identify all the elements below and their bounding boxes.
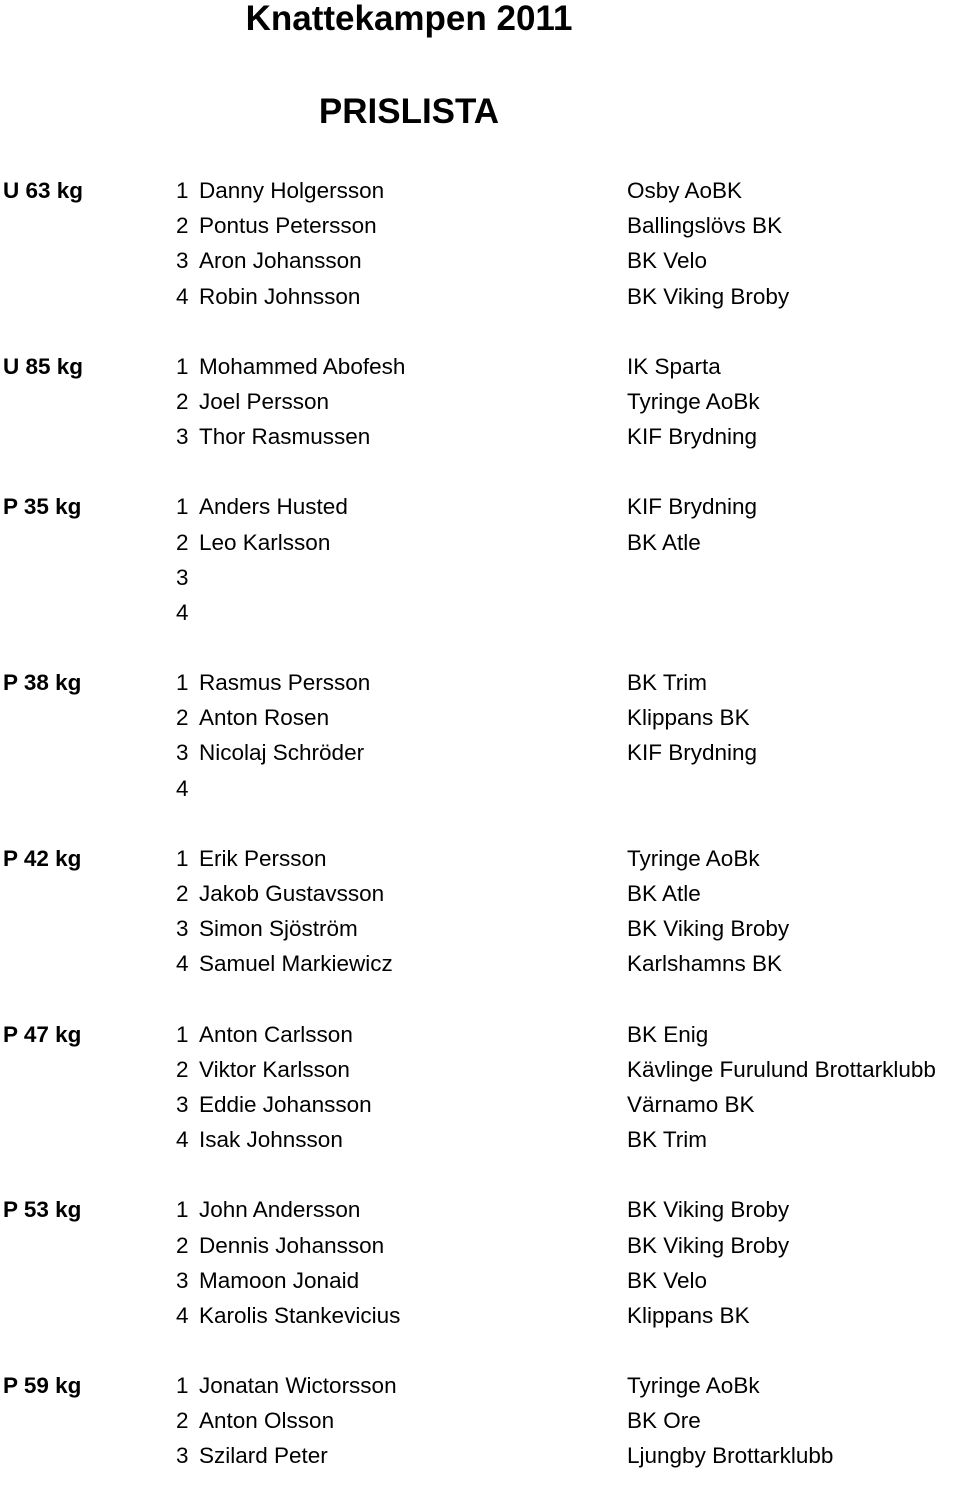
place-number: 4 <box>176 1302 189 1328</box>
wrestler-name: Mamoon Jonaid <box>199 1267 360 1293</box>
result-row <box>0 665 960 700</box>
place-number: 4 <box>176 775 189 801</box>
club-name: Tyringe AoBk <box>627 388 760 414</box>
category-label: U 85 kg <box>3 353 84 379</box>
result-row <box>0 735 960 770</box>
place-number: 2 <box>176 1408 189 1434</box>
wrestler-name: Karolis Stankevicius <box>199 1302 401 1328</box>
result-row <box>0 1368 960 1403</box>
place-number: 3 <box>176 248 189 274</box>
result-row <box>0 1263 960 1298</box>
place-number: 1 <box>176 1373 189 1399</box>
club-name: BK Viking Broby <box>627 916 790 942</box>
category-label: P 53 kg <box>3 1197 82 1223</box>
result-row <box>0 419 960 454</box>
place-number: 2 <box>176 529 189 555</box>
wrestler-name: Thor Rasmussen <box>199 424 371 450</box>
result-row <box>0 279 960 314</box>
result-row <box>0 876 960 911</box>
club-name: BK Trim <box>627 670 708 696</box>
category-label: U 63 kg <box>3 178 84 203</box>
result-row <box>0 1017 960 1052</box>
wrestler-name: Dennis Johansson <box>199 1232 385 1258</box>
page-title: Knattekampen 2011 <box>245 0 573 38</box>
place-number: 3 <box>176 740 189 766</box>
wrestler-name: Erik Persson <box>199 845 327 871</box>
weight-category <box>0 665 960 806</box>
wrestler-name: Simon Sjöström <box>199 916 358 942</box>
wrestler-name: Anders Husted <box>199 494 348 520</box>
weight-category <box>0 1017 960 1158</box>
wrestler-name: Aron Johansson <box>199 248 362 274</box>
weight-category <box>0 841 960 982</box>
club-name: KIF Brydning <box>627 494 758 520</box>
result-row <box>0 1438 960 1473</box>
place-number: 1 <box>176 845 189 871</box>
place-number: 1 <box>176 1021 189 1047</box>
club-name: KIF Brydning <box>627 740 758 766</box>
result-row <box>0 1228 960 1263</box>
wrestler-name: Joel Persson <box>199 388 330 414</box>
place-number: 3 <box>176 1443 189 1469</box>
wrestler-name: Leo Karlsson <box>199 529 331 555</box>
weight-category <box>0 349 960 455</box>
result-row <box>0 771 960 806</box>
result-row <box>0 946 960 981</box>
wrestler-name: Szilard Peter <box>199 1443 328 1469</box>
club-name: Tyringe AoBk <box>627 1373 760 1399</box>
club-name: BK Atle <box>627 529 701 555</box>
club-name: BK Velo <box>627 248 708 274</box>
club-name: Ballingslövs BK <box>627 213 783 239</box>
place-number: 2 <box>176 1232 189 1258</box>
result-row <box>0 1052 960 1087</box>
place-number: 4 <box>176 599 189 625</box>
place-number: 3 <box>176 1267 189 1293</box>
weight-category <box>0 489 960 630</box>
result-row <box>0 911 960 946</box>
club-name: BK Enig <box>627 1021 709 1047</box>
weight-category <box>0 1192 960 1333</box>
wrestler-name: Jonatan Wictorsson <box>199 1373 397 1399</box>
club-name: BK Ore <box>627 1408 701 1434</box>
club-name: BK Viking Broby <box>627 283 790 309</box>
club-name: BK Velo <box>627 1267 708 1293</box>
results-list <box>0 173 960 1509</box>
wrestler-name: Anton Olsson <box>199 1408 335 1434</box>
club-name: BK Trim <box>627 1127 708 1153</box>
result-row <box>0 489 960 524</box>
weight-category <box>0 173 960 314</box>
weight-category <box>0 1368 960 1474</box>
page-subtitle: PRISLISTA <box>318 92 500 131</box>
result-row <box>0 1403 960 1438</box>
wrestler-name: Nicolaj Schröder <box>199 740 365 766</box>
place-number: 1 <box>176 178 189 203</box>
result-row <box>0 208 960 243</box>
place-number: 3 <box>176 1091 189 1117</box>
wrestler-name: Pontus Petersson <box>199 213 377 239</box>
wrestler-name: Eddie Johansson <box>199 1091 372 1117</box>
place-number: 1 <box>176 353 189 379</box>
category-label: P 59 kg <box>3 1373 82 1399</box>
place-number: 3 <box>176 424 189 450</box>
wrestler-name: John Andersson <box>199 1197 361 1223</box>
club-name: Värnamo BK <box>627 1091 755 1117</box>
place-number: 2 <box>176 213 189 239</box>
category-label: P 47 kg <box>3 1021 82 1047</box>
category-label: P 42 kg <box>3 845 82 871</box>
place-number: 1 <box>176 670 189 696</box>
club-name: Karlshamns BK <box>627 951 783 977</box>
result-row <box>0 1087 960 1122</box>
place-number: 2 <box>176 881 189 906</box>
result-row <box>0 1298 960 1333</box>
club-name: Tyringe AoBk <box>627 845 760 871</box>
place-number: 2 <box>176 1056 189 1082</box>
club-name: Klippans BK <box>627 705 750 731</box>
wrestler-name: Rasmus Persson <box>199 670 371 696</box>
place-number: 4 <box>176 951 189 977</box>
wrestler-name: Isak Johnsson <box>199 1127 343 1153</box>
place-number: 3 <box>176 916 189 942</box>
wrestler-name: Mohammed Abofesh <box>199 353 406 379</box>
result-row <box>0 525 960 560</box>
club-name: Kävlinge Furulund Brottarklubb <box>627 1056 936 1082</box>
result-row <box>0 595 960 630</box>
club-name: IK Sparta <box>627 353 721 379</box>
club-name: KIF Brydning <box>627 424 758 450</box>
wrestler-name: Anton Rosen <box>199 705 330 731</box>
place-number: 2 <box>176 705 189 731</box>
place-number: 2 <box>176 388 189 414</box>
result-row <box>0 243 960 278</box>
wrestler-name: Samuel Markiewicz <box>199 951 393 977</box>
place-number: 4 <box>176 283 189 309</box>
result-row <box>0 384 960 419</box>
wrestler-name: Danny Holgersson <box>199 178 385 203</box>
club-name: BK Viking Broby <box>627 1232 790 1258</box>
result-row <box>0 700 960 735</box>
club-name: BK Viking Broby <box>627 1197 790 1223</box>
result-row <box>0 560 960 595</box>
club-name: Ljungby Brottarklubb <box>627 1443 834 1469</box>
wrestler-name: Jakob Gustavsson <box>199 881 385 906</box>
wrestler-name: Viktor Karlsson <box>199 1056 350 1082</box>
club-name: BK Atle <box>627 881 701 906</box>
place-number: 1 <box>176 494 189 520</box>
category-label: P 38 kg <box>3 670 82 696</box>
wrestler-name: Robin Johnsson <box>199 283 361 309</box>
result-row <box>0 349 960 384</box>
wrestler-name: Anton Carlsson <box>199 1021 353 1047</box>
result-row <box>0 1122 960 1157</box>
result-row <box>0 173 960 208</box>
place-number: 1 <box>176 1197 189 1223</box>
club-name: Osby AoBK <box>627 178 743 203</box>
result-row <box>0 1192 960 1227</box>
category-label: P 35 kg <box>3 494 82 520</box>
place-number: 3 <box>176 564 189 590</box>
place-number: 4 <box>176 1127 189 1153</box>
result-row <box>0 841 960 876</box>
club-name: Klippans BK <box>627 1302 750 1328</box>
